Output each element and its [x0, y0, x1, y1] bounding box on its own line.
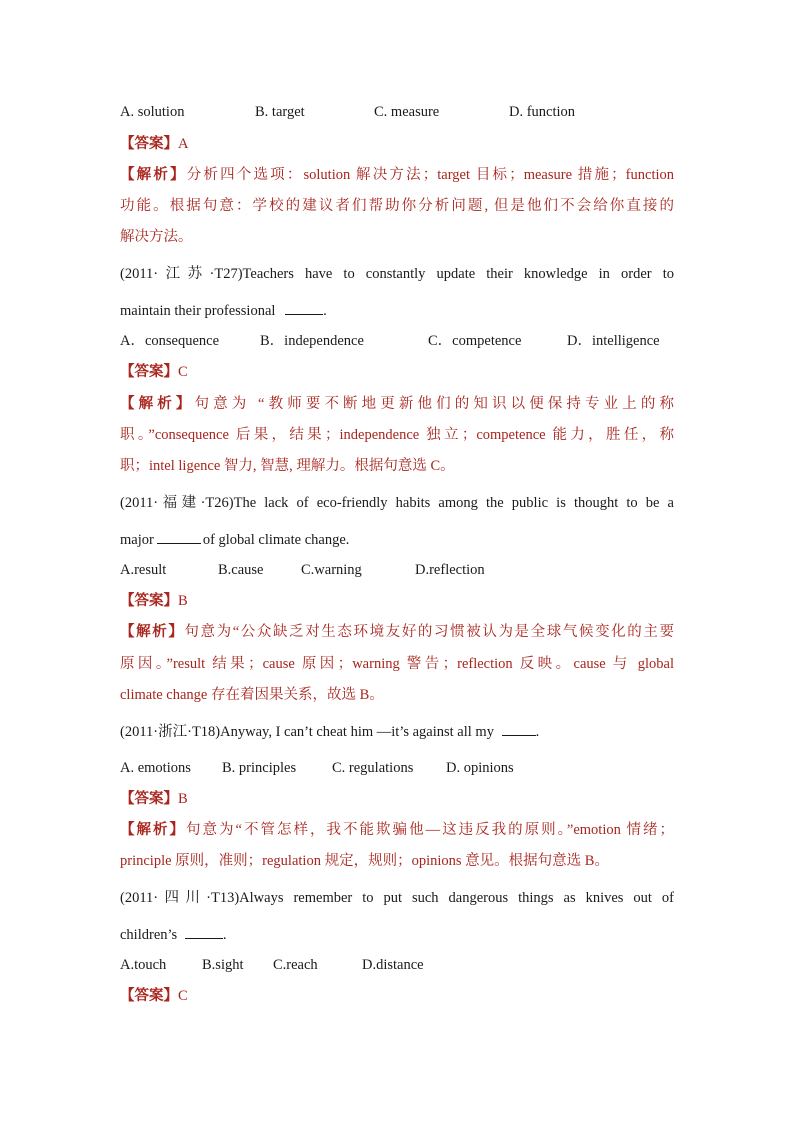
- answer-tag: 【答案】: [120, 593, 178, 609]
- stem-end: of global climate change.: [202, 532, 350, 548]
- option-b: B．independence: [260, 333, 364, 349]
- option-d: D. function: [509, 104, 576, 120]
- answer-tag: 【答案】: [120, 988, 178, 1004]
- analysis-text: 句意为 “教师要不断地更新他们的知识以便保持专业上的称: [194, 396, 675, 412]
- analysis-tag: 【解析】: [120, 822, 187, 838]
- analysis-line: [120, 394, 674, 414]
- option-c: C. measure: [374, 104, 440, 120]
- option-a: A. emotions: [120, 760, 191, 776]
- answer-line: [120, 986, 188, 1006]
- option-b: B.sight: [202, 957, 244, 973]
- option-d: D.distance: [362, 957, 424, 973]
- answer-line: [120, 362, 188, 382]
- option-b: B.cause: [218, 562, 264, 578]
- stem-end: .: [535, 724, 540, 740]
- analysis-text: 句意为“不管怎样，我不能欺骗他—这违反我的原则。”emotion 情绪；: [186, 822, 674, 838]
- question-stem: [120, 721, 539, 742]
- analysis-line: [120, 622, 674, 642]
- answer-blank: [157, 529, 201, 544]
- analysis-line: 职。”consequence 后果，结果；independence 独立；competence 能力，胜任，称: [120, 427, 674, 443]
- question-stem: [120, 300, 327, 321]
- analysis-tag: 【解析】: [120, 624, 185, 640]
- stem-text: children’s: [120, 927, 178, 943]
- answer-blank: [185, 924, 223, 939]
- analysis-line: 原因。”result 结果；cause 原因；warning 警告；reflection 反映。cause 与 global: [120, 656, 674, 672]
- answer-value: C: [178, 364, 188, 380]
- option-b: B. principles: [222, 760, 297, 776]
- analysis-tag: 【解析】: [120, 167, 187, 183]
- answer-value: B: [178, 791, 188, 807]
- option-a: A.touch: [120, 957, 167, 973]
- option-b: B. target: [255, 104, 305, 120]
- answer-value: B: [178, 593, 188, 609]
- option-d: D．intelligence: [567, 333, 660, 349]
- option-d: D.reflection: [415, 562, 485, 578]
- analysis-text: 句意为“公众缺乏对生态环境友好的习惯被认为是全球气候变化的主要: [184, 624, 674, 640]
- answer-tag: 【答案】: [120, 791, 178, 807]
- option-a: A.result: [120, 562, 167, 578]
- answer-blank: [285, 300, 323, 315]
- analysis-text: 分析四个选项：solution 解决方法；target 目标；measure 措施；function: [186, 167, 674, 183]
- option-a: A．consequence: [120, 333, 220, 349]
- question-stem: (2011·江苏·T27)Teachers have to constantly update their knowledge in order to: [120, 266, 674, 282]
- stem-text: (2011·浙江·T18)Anyway, I can’t cheat him —it’s against all my: [120, 724, 494, 740]
- analysis-line: 职；intel ligence 智力, 智慧, 理解力。根据句意选 C。: [120, 458, 455, 474]
- analysis-line: [120, 165, 674, 185]
- option-c: C.warning: [301, 562, 362, 578]
- answer-tag: 【答案】: [120, 136, 178, 152]
- analysis-line: principle 原则，准则；regulation 规定，规则；opinions 意见。根据句意选 B。: [120, 853, 609, 869]
- answer-line: [120, 134, 188, 154]
- analysis-line: 功能。根据句意：学校的建议者们帮助你分析问题, 但是他们不会给你直接的: [120, 198, 674, 214]
- analysis-tag: 【解析】: [120, 396, 195, 412]
- answer-line: [120, 591, 188, 611]
- analysis-line: 解决方法。: [120, 229, 193, 245]
- stem-end: .: [323, 303, 327, 319]
- analysis-line: [120, 820, 674, 840]
- question-stem: [120, 924, 226, 945]
- answer-blank: [502, 721, 536, 736]
- question-stem: (2011·四川·T13)Always remember to put such dangerous things as knives out of: [120, 890, 674, 906]
- analysis-line: climate change 存在着因果关系，故选 B。: [120, 687, 384, 703]
- option-d: D. opinions: [446, 760, 514, 776]
- option-a: A. solution: [120, 104, 185, 120]
- option-c: C．competence: [428, 333, 522, 349]
- answer-value: A: [178, 136, 189, 152]
- stem-end: .: [222, 927, 227, 943]
- stem-text: maintain their professional: [120, 303, 276, 319]
- answer-tag: 【答案】: [120, 364, 178, 380]
- question-stem: [120, 529, 349, 550]
- answer-value: C: [178, 988, 188, 1004]
- question-stem: (2011·福建·T26)The lack of eco-friendly habits among the public is thought to be a: [120, 495, 674, 511]
- option-c: C. regulations: [332, 760, 414, 776]
- stem-text: major: [120, 532, 154, 548]
- answer-line: [120, 789, 188, 809]
- option-c: C.reach: [273, 957, 318, 973]
